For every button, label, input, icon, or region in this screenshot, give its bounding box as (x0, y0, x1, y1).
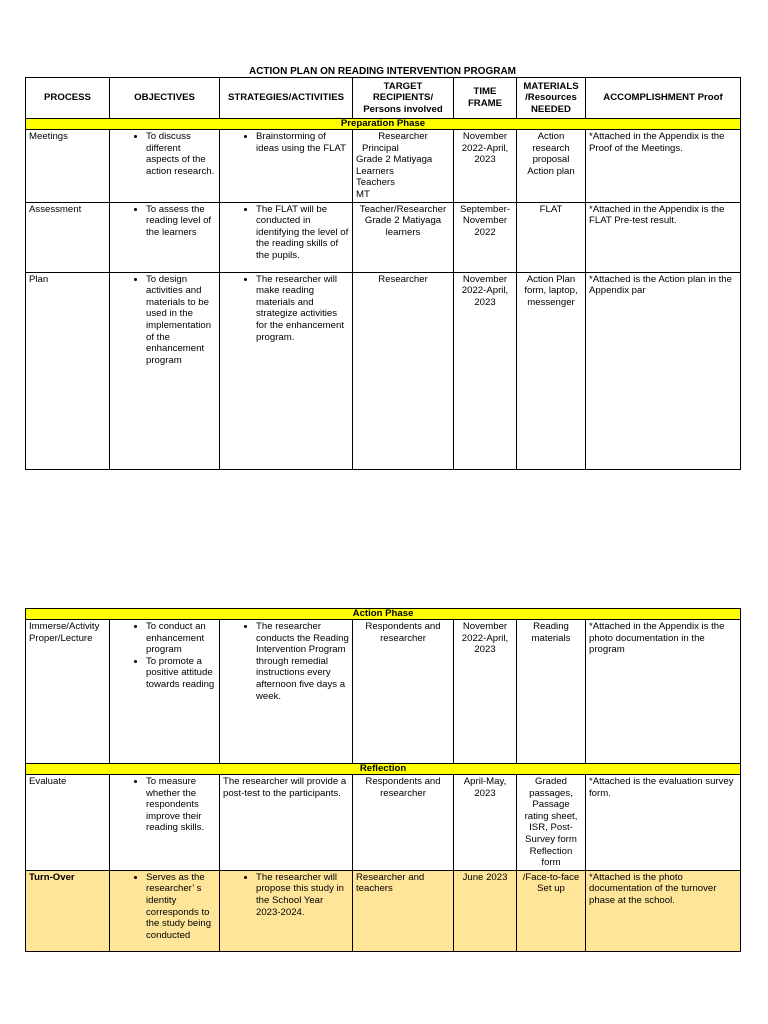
action-plan-table-page-1 (25, 77, 741, 470)
time-frame-cell: April-May, 2023 (454, 775, 517, 871)
materials-cell: Reading materials (517, 620, 586, 764)
table-row (26, 272, 741, 469)
strategies-cell (220, 130, 353, 203)
process-cell: Meetings (26, 130, 110, 203)
list-item: • The researcher will propose this study in the School Year 2023-2024. (256, 872, 349, 918)
target-cell: Researcher (353, 272, 454, 469)
accomplishment-cell: *Attached is the photo documentation of the turnover phase at the school. (586, 870, 741, 951)
process-cell: Plan (26, 272, 110, 469)
strategies-cell (220, 272, 353, 469)
list-item: • To promote a positive attitude towards reading (146, 656, 216, 691)
accomplishment-cell: *Attached in the Appendix is the Proof of the Meetings. (586, 130, 741, 203)
table-row (26, 202, 741, 272)
strategies-cell: The researcher will provide a post-test to the participants. (220, 775, 353, 871)
header-accomplishment: ACCOMPLISHMENT Proof (586, 78, 741, 119)
objectives-cell (110, 202, 220, 272)
list-item: • To discuss different aspects of the action research. (146, 131, 216, 177)
header-row (26, 78, 741, 119)
list-item: • To measure whether the respondents improve their reading skills. (146, 776, 216, 834)
list-item: • The researcher conducts the Reading Intervention Program through remedial instructions every afternoon five days a week. (256, 621, 349, 702)
phase-row (26, 119, 741, 130)
target-cell: Teacher/Researcher Grade 2 Matiyaga learners (353, 202, 454, 272)
time-frame-cell: September-November 2022 (454, 202, 517, 272)
target-cell (353, 130, 454, 203)
phase-action: Action Phase (26, 609, 741, 620)
header-process: PROCESS (26, 78, 110, 119)
target-cell: Respondents and researcher (353, 775, 454, 871)
time-frame-cell: November 2022-April, 2023 (454, 272, 517, 469)
table-row (26, 870, 741, 951)
target-line: Principal (362, 142, 399, 154)
process-cell: Assessment (26, 202, 110, 272)
header-strategies: STRATEGIES/ACTIVITIES (220, 78, 353, 119)
time-frame-cell: November 2022-April, 2023 (454, 130, 517, 203)
header-target: TARGET RECIPIENTS/ Persons involved (353, 78, 454, 119)
header-materials: MATERIALS /Resources NEEDED (517, 78, 586, 119)
target-line: Grade 2 Matiyaga (356, 154, 433, 166)
phase-row (26, 609, 741, 620)
time-frame-cell: June 2023 (454, 870, 517, 951)
table-row (26, 775, 741, 871)
accomplishment-cell: *Attached in the Appendix is the photo documentation in the program (586, 620, 741, 764)
objectives-cell (110, 775, 220, 871)
accomplishment-cell: *Attached is the evaluation survey form. (586, 775, 741, 871)
table-row (26, 620, 741, 764)
list-item: • To assess the reading level of the learners (146, 204, 216, 239)
time-frame-cell: November 2022-April, 2023 (454, 620, 517, 764)
materials-cell: FLAT (517, 202, 586, 272)
objectives-cell (110, 620, 220, 764)
list-item: • Serves as the researcher’ s identity corresponds to the study being conducted (146, 872, 216, 942)
document-title: ACTION PLAN ON READING INTERVENTION PROGRAM (248, 66, 517, 77)
target-line: Researcher (378, 131, 428, 142)
process-cell: Evaluate (26, 775, 110, 871)
target-cell: Respondents and researcher (353, 620, 454, 764)
target-line: Teachers (356, 177, 395, 189)
strategies-cell (220, 620, 353, 764)
strategies-cell (220, 202, 353, 272)
process-cell: Immerse/Activity Proper/Lecture (26, 620, 110, 764)
list-item: • Brainstorming of ideas using the FLAT (256, 131, 349, 154)
objectives-cell (110, 272, 220, 469)
accomplishment-cell: *Attached is the Action plan in the Appendix par (586, 272, 741, 469)
process-cell: Turn-Over (26, 870, 110, 951)
action-plan-table-page-2 (25, 608, 741, 952)
list-item: • To design activities and materials to be used in the implementation of the enhancement program (146, 274, 216, 367)
list-item: • The FLAT will be conducted in identifying the level of the reading skills of the pupils. (256, 204, 349, 262)
materials-cell: /Face-to-face Set up (517, 870, 586, 951)
materials-cell: Graded passages, Passage rating sheet, ISR, Post-Survey form Reflection form (517, 775, 586, 871)
materials-cell: Action research proposal Action plan (517, 130, 586, 203)
header-objectives: OBJECTIVES (110, 78, 220, 119)
objectives-cell (110, 870, 220, 951)
target-line: Learners (356, 165, 394, 177)
phase-reflection: Reflection (26, 764, 741, 775)
header-time-frame: TIME FRAME (454, 78, 517, 119)
table-row (26, 130, 741, 203)
list-item: • To conduct an enhancement program (146, 621, 216, 656)
objectives-cell (110, 130, 220, 203)
target-line: MT (356, 188, 370, 200)
materials-cell: Action Plan form, laptop, messenger (517, 272, 586, 469)
accomplishment-cell: *Attached in the Appendix is the FLAT Pre-test result. (586, 202, 741, 272)
strategies-cell (220, 870, 353, 951)
list-item: • The researcher will make reading materials and strategize activities for the enhancement program. (256, 274, 349, 344)
target-cell: Researcher and teachers (353, 870, 454, 951)
phase-preparation: Preparation Phase (26, 119, 741, 130)
phase-row (26, 764, 741, 775)
